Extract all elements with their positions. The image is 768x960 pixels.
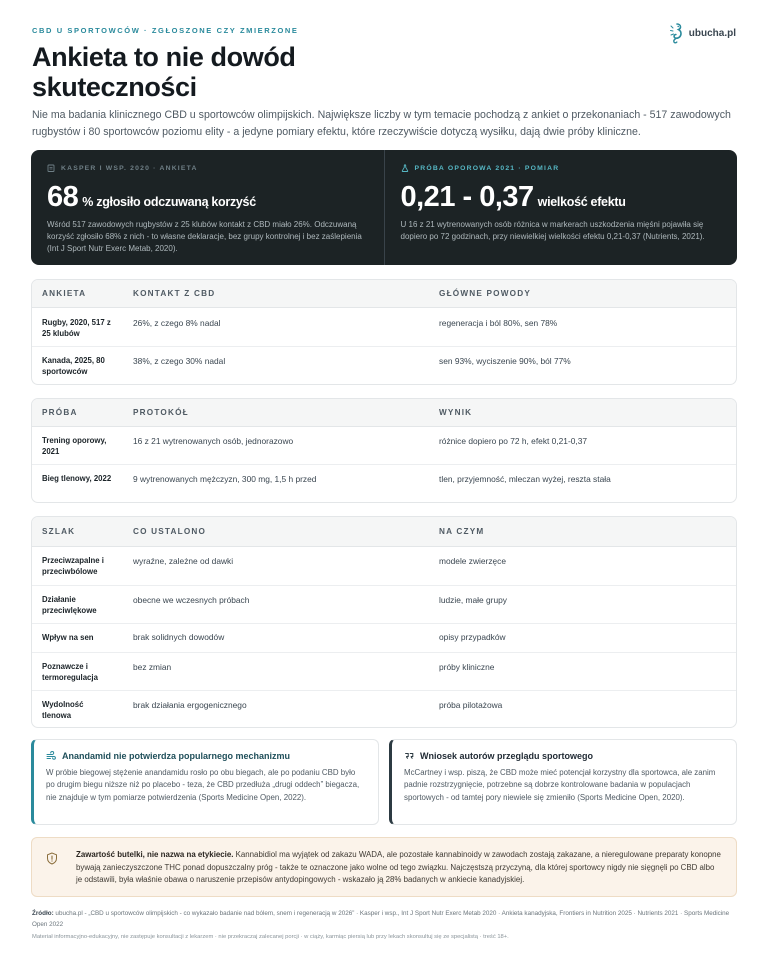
wind-icon	[46, 751, 56, 761]
column-header: CO USTALONO	[123, 517, 429, 546]
column-header: GŁÓWNE POWODY	[429, 280, 736, 307]
table-cell: wyraźne, zależne od dawki	[123, 546, 429, 585]
table-cell: brak działania ergogenicznego	[133, 699, 247, 710]
note-anandamide-title: Anandamid nie potwierdza popularnego mechanizmu	[62, 751, 291, 761]
table-row	[32, 652, 736, 690]
note-review-heading	[404, 751, 724, 761]
eyebrow: CBD U SPORTOWCÓW · ZGŁOSZONE CZY ZMIERZONE	[32, 26, 299, 35]
row-label: Działanie przeciwlękowe	[32, 585, 123, 623]
highlight-survey	[31, 150, 384, 265]
table-header-row	[32, 517, 736, 546]
row-label: Wydolność tlenowa	[42, 699, 84, 720]
row-label: Rugby, 2020, 517 z 25 klubów	[32, 307, 123, 346]
highlight-trial	[384, 150, 738, 265]
table-cell: próba pilotażowa	[439, 699, 503, 710]
row-label: Przeciwzapalne i przeciwbólowe	[32, 546, 123, 585]
table-row	[32, 464, 736, 502]
lead-paragraph: Nie ma badania klinicznego CBD u sportowców olimpijskich. Największe liczby w tym temacie pochodzą z ankiet o przekonaniach - 517 zawodowych rugbystów i 80 sportowców poziomu elity - a jedyne pomiary efektu, które rzeczywiście dotyczą wysiłku, dają dwie próby kliniczne.	[32, 109, 731, 138]
highlight-survey-text: Wśród 517 zawodowych rugbystów z 25 klubów kontakt z CBD miało 26%. Odczuwaną korzyść zgłosiło 68% z nich - to własne deklaracje, bez grupy kontrolnej i bez zaślepienia (Int J Sport Nutr Exerc Metab, 2020).	[47, 220, 362, 254]
table-cell: 16 z 21 wytrenowanych osób, jednorazowo	[123, 426, 429, 464]
column-header: ANKIETA	[32, 280, 123, 307]
warning-body: Kannabidiol ma wyjątek od zakazu WADA, ale pozostałe kannabinoidy w zawodach zostają zakazane, a nieregulowane preparaty konopne bywają zanieczyszczone THC ponad dopuszczalny próg - także te oznaczone jako wolne od tego związku. Najczęstszą przyczyną, dla której sportowcy nigdy nie sięgnęli po CBD albo je odstawili, była właśnie obawa o naruszenie przepisów antydopingowych - wskazało ją 28% badanych w ankiecie kanadyjskiej.	[76, 850, 721, 884]
trial-table	[31, 398, 737, 503]
table-cell: 38%, z czego 30% nadal	[133, 355, 226, 366]
table-cell: 9 wytrenowanych mężczyzn, 300 mg, 1,5 h przed	[133, 473, 317, 484]
row-label: Kanada, 2025, 80 sportowców	[42, 355, 105, 376]
note-anandamide	[31, 739, 379, 825]
note-anandamide-heading	[46, 751, 366, 761]
table-cell: bez zmian	[123, 652, 429, 690]
table-cell: sen 93%, wyciszenie 90%, ból 77%	[439, 355, 571, 366]
column-header: PROTOKÓŁ	[123, 399, 429, 426]
logo-text: ubucha.pl	[688, 27, 736, 39]
highlight-trial-number: 0,21 - 0,37	[400, 181, 534, 213]
table-header-row	[32, 280, 736, 307]
highlight-survey-stat	[47, 181, 368, 214]
note-review-title: Wniosek autorów przeglądu sportowego	[420, 751, 594, 761]
table-cell: ludzie, małe grupy	[429, 585, 736, 623]
column-header: SZLAK	[32, 517, 123, 546]
highlight-survey-tag-label: KASPER I WSP. 2020 · ANKIETA	[61, 164, 198, 172]
source-text: ubucha.pl - „CBD u sportowców olimpijskich - co wykazało badanie nad bólem, snem i regeneracją w 2026” · Kasper i wsp., Int J Sport Nutr Exerc Metab 2020 · Ankieta kanadyjska, Frontiers in Nutrition 2025 · Nutrients 2021 · Sports Medicine Open 2022	[32, 910, 730, 928]
highlight-survey-tag	[47, 164, 368, 172]
table-row	[32, 690, 736, 727]
pathway-table	[31, 516, 737, 728]
row-label: Trening oporowy, 2021	[32, 426, 123, 464]
seahorse-logo-icon	[668, 22, 684, 44]
table-row	[32, 426, 736, 464]
highlight-trial-tag	[401, 164, 722, 172]
highlight-trial-stat	[401, 181, 722, 214]
column-header: KONTAKT Z CBD	[123, 280, 429, 307]
note-review	[389, 739, 737, 825]
table-row	[32, 307, 736, 346]
logo[interactable]	[668, 22, 736, 44]
row-label: Bieg tlenowy, 2022	[42, 473, 112, 483]
disclaimer: Materiał informacyjno-edukacyjny, nie zastępuje konsultacji z lekarzem · nie przekraczaj zalecanej porcji · w ciąży, karmiąc piersią lub przy lekach skonsultuj się ze specjalistą · treść 18+.	[32, 934, 509, 940]
table-cell: 26%, z czego 8% nadal	[123, 307, 429, 346]
quote-icon	[404, 751, 414, 761]
table-row	[32, 623, 736, 652]
table-row	[32, 346, 736, 384]
warning-text	[76, 849, 722, 887]
table-header-row	[32, 399, 736, 426]
highlight-survey-number: 68	[47, 181, 79, 213]
source-line	[32, 909, 738, 930]
shield-icon	[46, 852, 58, 865]
table-cell: obecne we wczesnych próbach	[123, 585, 429, 623]
column-header: PRÓBA	[32, 399, 123, 426]
highlight-survey-unit: % zgłosiło odczuwaną korzyść	[82, 195, 256, 209]
table-cell: modele zwierzęce	[429, 546, 736, 585]
table-row	[32, 585, 736, 623]
highlight-trial-unit: wielkość efektu	[537, 195, 626, 209]
note-anandamide-text: W próbie biegowej stężenie anandamidu rosło po obu biegach, ale po podaniu CBD było po drugim biegu niższe niż po placebo - teza, że CBD przedłuża „drugi oddech” biegacza, nie znajduje w tym pomiarze potwierdzenia (Sports Medicine Open, 2022).	[46, 768, 360, 802]
row-label: Poznawcze i termoregulacja	[32, 652, 123, 690]
table-cell: brak solidnych dowodów	[123, 623, 429, 652]
row-label: Wpływ na sen	[32, 623, 123, 652]
column-header: WYNIK	[429, 399, 736, 426]
table-cell: tlen, przyjemność, mleczan wyżej, reszta stała	[439, 473, 611, 484]
warning-bold: Zawartość butelki, nie nazwa na etykiecie.	[76, 850, 234, 859]
highlight-panel	[31, 150, 737, 265]
table-cell: różnice dopiero po 72 h, efekt 0,21-0,37	[429, 426, 736, 464]
note-review-text: McCartney i wsp. piszą, że CBD może mieć potencjał korzystny dla sportowca, ale zanim padnie rozstrzygnięcie, potrzebne są dobrze kontrolowane badania w populacjach sportowych - od tamtej pory niewiele się zmieniło (Sports Medicine Open, 2020).	[404, 768, 716, 802]
column-header: NA CZYM	[429, 517, 736, 546]
page-title: Ankieta to nie dowód skuteczności	[32, 42, 296, 102]
table-row	[32, 546, 736, 585]
highlight-trial-tag-label: PRÓBA OPOROWA 2021 · POMIAR	[414, 164, 560, 172]
highlight-trial-text: U 16 z 21 wytrenowanych osób różnica w markerach uszkodzenia mięśni pojawiła się dopiero po 72 godzinach, przy niewielkiej wielkości efektu 0,21-0,37 (Nutrients, 2021).	[400, 220, 705, 242]
source-label: Źródło:	[32, 910, 54, 917]
flask-icon	[401, 164, 409, 172]
table-cell: regeneracja i ból 80%, sen 78%	[429, 307, 736, 346]
table-cell: próby kliniczne	[429, 652, 736, 690]
warning-box	[31, 837, 737, 897]
survey-table	[31, 279, 737, 385]
table-cell: opisy przypadków	[429, 623, 736, 652]
clipboard-icon	[47, 164, 55, 172]
